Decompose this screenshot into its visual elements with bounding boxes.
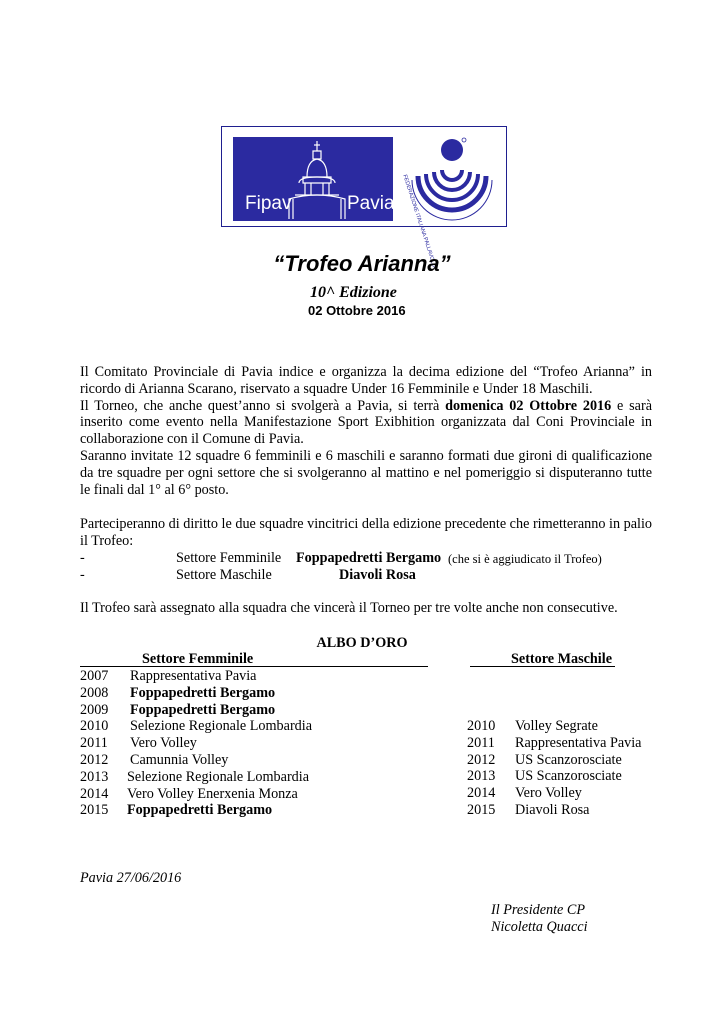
holder-row-female — [80, 550, 85, 567]
list-item: 2011 Vero Volley — [80, 735, 197, 752]
location-text-before: Il Torneo, che anche quest’anno si svolgerà a Pavia, si terrà — [80, 397, 446, 414]
list-item: 2012 US Scanzorosciate — [467, 751, 622, 768]
list-item: 2013 US Scanzorosciate — [467, 768, 622, 785]
format-text: Saranno invitate 12 squadre 6 femminili e 6 maschili e saranno formati due gironi di qualificazione da tre squadre per ogni settore che si svolgeranno al mattino e nel pomeriggio si disputeranno tutte le finali dal 1° al 6° posto. — [80, 447, 652, 498]
holder-team-female: Foppapedretti Bergamo — [296, 550, 442, 566]
holder-note-female: (che si è aggiudicato il Trofeo) — [448, 552, 602, 566]
signer-name: Nicoletta Quacci — [491, 919, 588, 935]
logo-text-pavia: Pavia — [347, 193, 395, 214]
logo-text-fipav: Fipav — [245, 193, 292, 214]
holder-dash: - — [80, 550, 85, 566]
female-winners-list — [80, 668, 440, 819]
holder-team-male: Diavoli Rosa — [339, 567, 416, 583]
list-item: 2014 Vero Volley — [467, 785, 582, 802]
male-winners-list — [467, 718, 667, 819]
page-title: “Trofeo Arianna” — [273, 251, 451, 276]
list-item: 2010 Selezione Regionale Lombardia — [80, 718, 313, 735]
list-item: 2015 Foppapedretti Bergamo — [80, 802, 273, 819]
list-item: 2011 Rappresentativa Pavia — [467, 734, 642, 751]
holder-row-male — [80, 567, 85, 584]
list-item: 2010 Volley Segrate — [467, 718, 598, 734]
female-header: Settore Femminile — [142, 651, 254, 667]
place-date: Pavia 27/06/2016 — [80, 870, 182, 886]
female-header-underline — [80, 666, 428, 667]
holder-sector-male: Settore Maschile — [176, 567, 272, 583]
albo-title: ALBO D’ORO — [316, 635, 408, 651]
holder-dash: - — [80, 567, 85, 583]
fipav-federation-logo — [401, 132, 502, 269]
signer-role: Il Presidente CP — [491, 902, 586, 918]
paragraph-intro — [80, 364, 652, 498]
edition-label: 10^ Edizione — [310, 284, 397, 301]
list-item: 2014 Vero Volley Enerxenia Monza — [80, 785, 298, 802]
location-text-after: e sarà inserito come evento nella Manifestazione Sport Exibhition organizzata dal Coni Provinciale in collaborazione con il Comune di Pavia. — [80, 397, 652, 448]
list-item: 2007 Rappresentativa Pavia — [80, 668, 257, 684]
event-date: 02 Ottobre 2016 — [308, 303, 406, 318]
federation-text: FEDERAZIONE ITALIANA PALLAVOLO — [401, 174, 438, 269]
list-item: 2008 Foppapedretti Bergamo — [80, 684, 276, 701]
intro-text: Il Comitato Provinciale di Pavia indice e organizza la decima edizione del “Trofeo Arianna” in ricordo di Arianna Scarano, riservato a squadre Under 16 Femminile e Under 18 Maschili. — [80, 364, 652, 397]
list-item: 2015 Diavoli Rosa — [467, 801, 590, 818]
list-item: 2009 Foppapedretti Bergamo — [80, 701, 276, 718]
list-item: 2013 Selezione Regionale Lombardia — [80, 768, 310, 785]
holder-sector-female: Settore Femminile — [176, 550, 282, 566]
fipav-pavia-logo — [233, 137, 393, 221]
event-day-bold: domenica 02 Ottobre 2016 — [445, 397, 612, 414]
male-header: Settore Maschile — [511, 651, 612, 667]
list-item: 2012 Camunnia Volley — [80, 751, 229, 768]
paragraph-participants: Parteciperanno di diritto le due squadre vincitrici della edizione precedente che rimetteranno in palio il Trofeo: — [80, 516, 652, 549]
paragraph-rule: Il Trofeo sarà assegnato alla squadra che vincerà il Torneo per tre volte anche non consecutive. — [80, 600, 618, 616]
